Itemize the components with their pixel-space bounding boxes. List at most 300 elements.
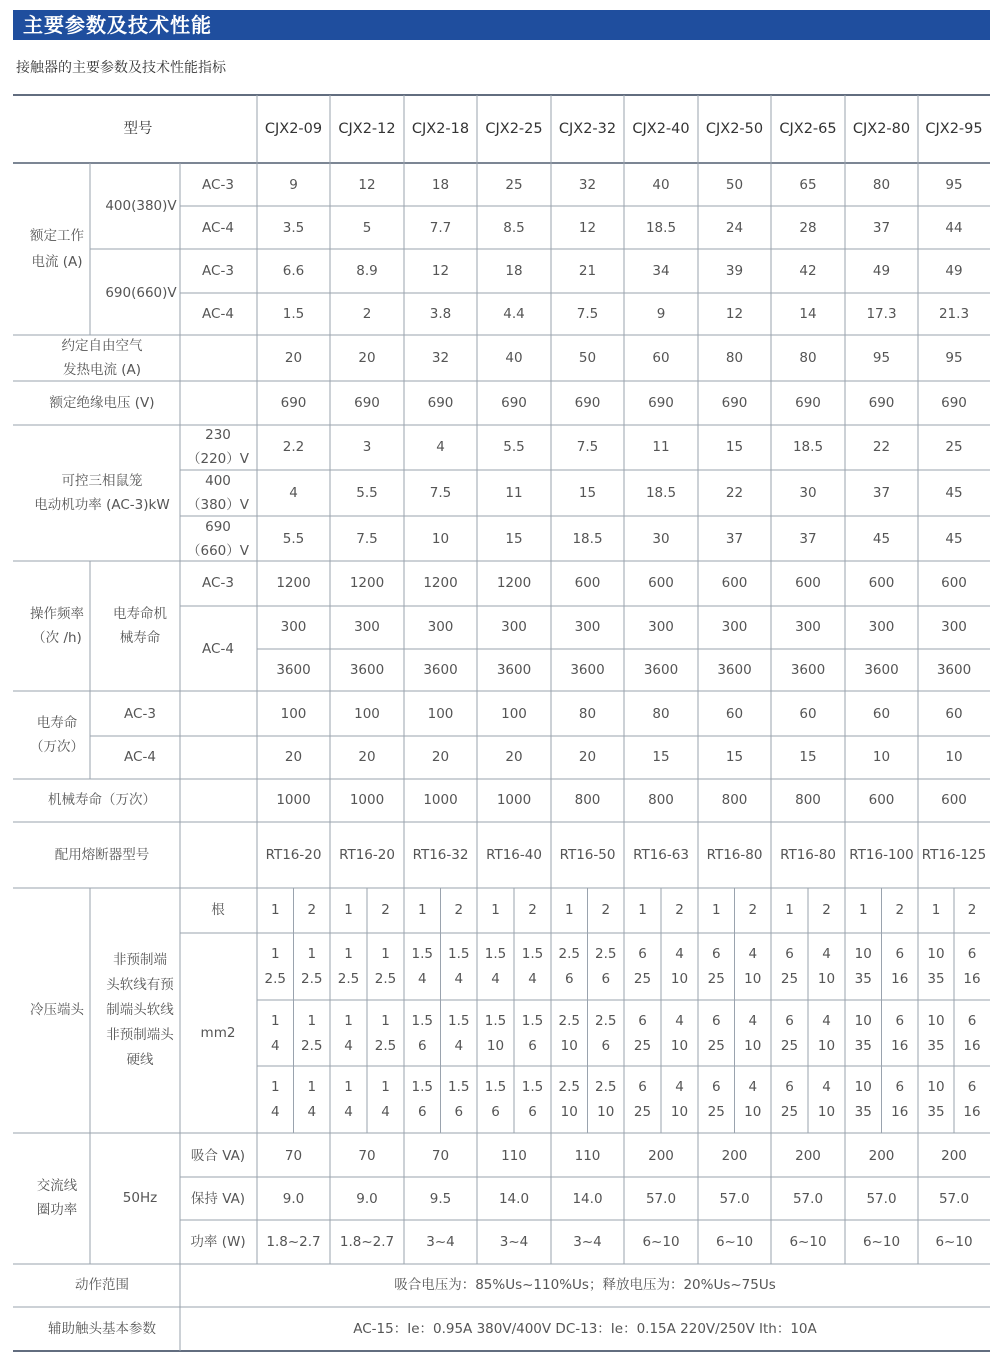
table-cell: 6 — [967, 946, 977, 962]
table-cell: 1 — [270, 1013, 280, 1029]
table-cell: 1 — [785, 902, 794, 918]
table-cell: 40 — [505, 350, 523, 366]
table-cell: RT16-125 — [921, 847, 987, 863]
table-cell: 15 — [725, 439, 744, 455]
voltage-label: 230 — [205, 427, 231, 443]
table-cell: 28 — [799, 220, 817, 236]
table-cell: 2 — [307, 902, 317, 918]
table-cell: 60 — [945, 706, 963, 722]
table-cell: 57.0 — [645, 1191, 677, 1207]
table-cell: 5.5 — [503, 439, 525, 455]
table-cell: 110 — [574, 1148, 601, 1164]
table-cell: 4 — [270, 1038, 280, 1054]
table-cell: RT16-32 — [412, 847, 469, 863]
table-cell: 2 — [822, 902, 831, 918]
table-cell: 80 — [725, 350, 744, 366]
table-cell: 2.5 — [595, 1013, 617, 1029]
table-cell: 14.0 — [498, 1191, 530, 1207]
model-header-cell: CJX2-95 — [925, 121, 983, 137]
table-cell: 6 — [454, 1104, 464, 1120]
table-cell: 25 — [633, 1104, 652, 1120]
table-cell: 34 — [652, 263, 670, 279]
table-cell: 6 — [895, 1079, 905, 1095]
table-cell: 10 — [744, 1038, 762, 1054]
table-cell: 1 — [344, 1079, 353, 1095]
model-header-label: 型号 — [123, 121, 153, 137]
table-cell: 20 — [505, 749, 523, 765]
table-cell: 1 — [931, 902, 941, 918]
table-cell: 300 — [354, 619, 380, 635]
table-cell: 300 — [501, 619, 527, 635]
life-sub-label: 械寿命 — [119, 630, 161, 646]
table-cell: 1.5 — [484, 1013, 507, 1029]
table-cell: 6 — [638, 1013, 647, 1029]
table-cell: 30 — [799, 485, 817, 501]
table-cell: 35 — [927, 1104, 945, 1120]
model-header-cell: CJX2-50 — [705, 121, 764, 137]
table-cell: 70 — [358, 1148, 376, 1164]
table-cell: 4 — [289, 485, 298, 501]
table-cell: 100 — [501, 706, 527, 722]
table-cell: 25 — [707, 1104, 725, 1120]
table-cell: 4 — [822, 946, 831, 962]
table-cell: RT16-20 — [339, 847, 395, 863]
table-cell: 20 — [284, 350, 303, 366]
table-cell: 4 — [454, 1038, 464, 1054]
coil-power-label: 圈功率 — [36, 1202, 78, 1218]
table-cell: 4 — [454, 971, 464, 987]
electrical-life-label: （万次） — [30, 739, 84, 755]
table-cell: 7.5 — [576, 439, 599, 455]
table-cell: 2 — [601, 902, 611, 918]
table-cell: 5 — [362, 220, 372, 236]
table-cell: 35 — [854, 1038, 872, 1054]
category-label: AC-3 — [202, 263, 234, 279]
table-cell: 690 — [354, 395, 380, 411]
action-range-text: 吸合电压为：85%Us~110%Us；释放电压为：20%Us~75Us — [394, 1277, 776, 1293]
table-cell: 10 — [854, 946, 872, 962]
table-cell: 35 — [927, 1038, 945, 1054]
voltage-label: 400(380)V — [105, 198, 177, 214]
table-cell: 300 — [868, 619, 895, 635]
model-header-cell: CJX2-32 — [558, 121, 617, 137]
table-cell: 10 — [670, 1104, 689, 1120]
table-cell: 3~4 — [499, 1234, 529, 1250]
table-cell: 1 — [270, 1079, 280, 1095]
mechanical-life-label: 机械寿命（万次） — [48, 792, 156, 808]
table-cell: 80 — [799, 350, 817, 366]
table-cell: 300 — [795, 619, 821, 635]
table-cell: 32 — [578, 177, 597, 193]
table-cell: 70 — [431, 1148, 450, 1164]
table-cell: 7.7 — [429, 220, 452, 236]
table-cell: 4 — [675, 1079, 684, 1095]
table-cell: 4 — [675, 946, 684, 962]
table-cell: 800 — [795, 792, 821, 808]
table-cell: 3600 — [864, 662, 899, 678]
table-cell: 100 — [427, 706, 454, 722]
table-cell: 6 — [601, 971, 611, 987]
table-cell: 300 — [648, 619, 674, 635]
table-cell: 1 — [344, 902, 353, 918]
table-cell: 1 — [270, 902, 280, 918]
table-cell: 95 — [945, 177, 963, 193]
table-cell: 200 — [941, 1148, 967, 1164]
table-cell: RT16-20 — [265, 847, 322, 863]
table-cell: 2 — [895, 902, 905, 918]
table-cell: 9.5 — [429, 1191, 452, 1207]
table-cell: 690 — [721, 395, 748, 411]
table-cell: 200 — [721, 1148, 748, 1164]
table-cell: 2.5 — [558, 1079, 580, 1095]
table-cell: 6~10 — [862, 1234, 901, 1250]
table-cell: 25 — [707, 1038, 725, 1054]
table-cell: 9.0 — [282, 1191, 305, 1207]
table-cell: 11 — [505, 485, 523, 501]
wire-type-label: 头软线有预 — [106, 977, 174, 993]
table-cell: 10 — [927, 1013, 945, 1029]
table-cell: 24 — [725, 220, 744, 236]
table-cell: 3.5 — [282, 220, 305, 236]
table-cell: 1.5 — [521, 1079, 544, 1095]
life-sub-label: 电寿命机 — [113, 606, 167, 622]
table-cell: 2 — [381, 902, 390, 918]
table-cell: 7.5 — [576, 306, 599, 322]
table-cell: 1.5 — [448, 946, 470, 962]
table-cell: 11 — [652, 439, 670, 455]
table-cell: 20 — [358, 749, 376, 765]
table-cell: 2.5 — [301, 971, 323, 987]
table-cell: 2.5 — [595, 1079, 617, 1095]
table-cell: 10 — [945, 749, 963, 765]
table-cell: 10 — [927, 946, 945, 962]
table-cell: 1 — [491, 902, 500, 918]
table-cell: 15 — [652, 749, 670, 765]
table-cell: 800 — [574, 792, 601, 808]
table-cell: 10 — [670, 1038, 689, 1054]
table-cell: 14 — [799, 306, 817, 322]
category-label: AC-4 — [124, 749, 156, 765]
table-cell: 110 — [501, 1148, 527, 1164]
table-cell: 15 — [799, 749, 817, 765]
table-cell: 25 — [945, 439, 963, 455]
table-cell: 16 — [891, 1104, 909, 1120]
table-cell: 10 — [817, 1038, 836, 1054]
table-cell: 12 — [431, 263, 450, 279]
table-cell: 18.5 — [792, 439, 824, 455]
table-cell: 6 — [785, 1013, 794, 1029]
table-cell: 6 — [417, 1104, 427, 1120]
table-cell: 3600 — [936, 662, 972, 678]
table-cell: 2.2 — [282, 439, 305, 455]
table-cell: 37 — [872, 220, 891, 236]
table-cell: 6 — [601, 1038, 611, 1054]
table-cell: 600 — [574, 575, 601, 591]
table-cell: 16 — [963, 1038, 981, 1054]
table-cell: 10 — [854, 1079, 872, 1095]
table-cell: 32 — [431, 350, 450, 366]
table-cell: 690 — [795, 395, 821, 411]
coil-row-label: 功率 (W) — [190, 1234, 246, 1250]
table-cell: 42 — [799, 263, 817, 279]
table-cell: 6 — [895, 946, 905, 962]
model-header-cell: CJX2-25 — [485, 121, 543, 137]
table-cell: 14.0 — [572, 1191, 603, 1207]
table-cell: 70 — [284, 1148, 303, 1164]
table-cell: 600 — [868, 792, 895, 808]
table-cell: 10 — [817, 971, 836, 987]
table-cell: 600 — [721, 575, 748, 591]
table-cell: 6 — [895, 1013, 905, 1029]
insulation-voltage-label: 额定绝缘电压 (V) — [49, 395, 155, 411]
table-cell: 10 — [486, 1038, 505, 1054]
frequency-label: 50Hz — [122, 1190, 158, 1206]
table-cell: 4 — [436, 439, 445, 455]
coil-row-label: 吸合 VA) — [190, 1148, 246, 1164]
table-cell: 15 — [505, 531, 523, 547]
table-cell: 2.5 — [264, 971, 286, 987]
table-cell: 1 — [564, 902, 574, 918]
table-cell: 45 — [945, 485, 963, 501]
table-cell: 57.0 — [938, 1191, 970, 1207]
table-cell: 800 — [721, 792, 748, 808]
table-cell: 6 — [967, 1013, 977, 1029]
table-cell: 300 — [280, 619, 307, 635]
table-cell: 1 — [711, 902, 721, 918]
table-cell: 1.5 — [282, 306, 305, 322]
table-cell: 3~4 — [573, 1234, 602, 1250]
model-header-cell: CJX2-09 — [264, 121, 323, 137]
table-cell: 1 — [858, 902, 868, 918]
table-cell: 1 — [344, 946, 353, 962]
category-label: AC-3 — [202, 575, 234, 591]
table-cell: 25 — [505, 177, 523, 193]
motor-power-label: 电动机功率 (AC-3)kW — [34, 497, 170, 513]
table-cell: 16 — [891, 971, 909, 987]
table-cell: 4 — [381, 1104, 390, 1120]
table-cell: 25 — [633, 971, 652, 987]
table-cell: 1 — [381, 1013, 390, 1029]
voltage-label: （220）V — [186, 451, 250, 467]
table-cell: 690 — [868, 395, 895, 411]
op-frequency-label: 操作频率 — [30, 606, 84, 622]
rated-current-label: 电流 (A) — [31, 254, 83, 270]
table-cell: 18 — [505, 263, 523, 279]
table-cell: 4 — [491, 971, 500, 987]
fuse-model-label: 配用熔断器型号 — [54, 847, 150, 863]
table-cell: 1.5 — [521, 1013, 544, 1029]
model-header-cell: CJX2-12 — [338, 121, 396, 137]
table-cell: 4 — [528, 971, 537, 987]
table-cell: 3 — [362, 439, 372, 455]
table-cell: 60 — [799, 706, 817, 722]
table-cell: 2.5 — [374, 1038, 397, 1054]
wire-type-label: 非预制端 — [113, 952, 167, 968]
table-cell: 6 — [491, 1104, 500, 1120]
table-cell: 4 — [307, 1104, 317, 1120]
table-cell: 6~10 — [935, 1234, 973, 1250]
table-cell: RT16-63 — [633, 847, 689, 863]
table-cell: 2.5 — [558, 1013, 580, 1029]
aux-contact-label: 辅助触头基本参数 — [48, 1321, 156, 1337]
table-cell: 2.5 — [301, 1038, 323, 1054]
table-cell: 100 — [354, 706, 380, 722]
table-cell: RT16-100 — [849, 847, 914, 863]
table-cell: 2.5 — [595, 946, 617, 962]
table-cell: 1.5 — [484, 946, 507, 962]
table-cell: 2 — [528, 902, 537, 918]
table-cell: 10 — [431, 531, 450, 547]
table-cell: 95 — [945, 350, 963, 366]
action-range-label: 动作范围 — [75, 1277, 129, 1293]
table-cell: 300 — [941, 619, 967, 635]
count-label: 根 — [211, 902, 225, 918]
table-cell: 600 — [648, 575, 674, 591]
table-cell: 2 — [454, 902, 464, 918]
table-cell: 10 — [744, 1104, 762, 1120]
table-cell: 5.5 — [356, 485, 378, 501]
table-cell: 25 — [780, 1104, 799, 1120]
table-cell: 39 — [725, 263, 744, 279]
table-cell: 300 — [427, 619, 454, 635]
table-cell: 49 — [872, 263, 891, 279]
table-cell: 300 — [721, 619, 748, 635]
aux-contact-text: AC-15：Ie：0.95A 380V/400V DC-13：Ie：0.15A 220V/250V Ith：10A — [353, 1321, 817, 1337]
table-cell: 200 — [795, 1148, 821, 1164]
table-cell: 4 — [748, 946, 758, 962]
table-cell: 1000 — [496, 792, 532, 808]
table-cell: 15 — [725, 749, 744, 765]
section-title: 主要参数及技术性能 — [23, 13, 212, 37]
voltage-label: 690(660)V — [105, 285, 177, 301]
table-cell: 200 — [648, 1148, 674, 1164]
table-cell: 15 — [578, 485, 597, 501]
table-cell: 7.5 — [429, 485, 452, 501]
wire-type-label: 制端头软线 — [106, 1002, 174, 1018]
table-cell: 1 — [307, 946, 317, 962]
table-cell: 20 — [358, 350, 376, 366]
table-cell: 1.8~2.7 — [266, 1234, 321, 1250]
category-label: AC-4 — [202, 641, 234, 657]
model-header-cell: CJX2-80 — [852, 121, 911, 137]
table-cell: 3600 — [349, 662, 385, 678]
table-cell: 21.3 — [938, 306, 970, 322]
table-cell: 18.5 — [572, 531, 603, 547]
table-cell: 10 — [597, 1104, 615, 1120]
table-cell: 7.5 — [356, 531, 378, 547]
model-header-cell: CJX2-65 — [779, 121, 837, 137]
table-cell: 6 — [528, 1038, 537, 1054]
table-cell: 2.5 — [374, 971, 397, 987]
table-cell: 1.8~2.7 — [339, 1234, 395, 1250]
table-cell: 6 — [564, 971, 574, 987]
table-cell: 1000 — [349, 792, 385, 808]
table-cell: 3~4 — [426, 1234, 455, 1250]
table-cell: 600 — [941, 792, 967, 808]
table-cell: 2.5 — [337, 971, 360, 987]
table-cell: 2 — [748, 902, 758, 918]
table-subtitle: 接触器的主要参数及技术性能指标 — [16, 60, 226, 76]
table-cell: 1.5 — [484, 1079, 507, 1095]
table-cell: 4 — [748, 1013, 758, 1029]
table-cell: 37 — [799, 531, 817, 547]
voltage-label: （660）V — [186, 543, 250, 559]
table-cell: 6~10 — [789, 1234, 827, 1250]
table-cell: 1 — [381, 946, 390, 962]
table-cell: 80 — [578, 706, 597, 722]
table-cell: 6 — [711, 1013, 721, 1029]
category-label: AC-4 — [202, 220, 234, 236]
table-cell: 20 — [578, 749, 597, 765]
table-cell: 6.6 — [282, 263, 305, 279]
table-cell: 1.5 — [521, 946, 544, 962]
table-cell: RT16-80 — [780, 847, 836, 863]
table-cell: 2 — [967, 902, 977, 918]
table-cell: 45 — [872, 531, 891, 547]
voltage-label: 400 — [205, 473, 231, 489]
table-cell: 37 — [872, 485, 891, 501]
table-cell: 1 — [344, 1013, 353, 1029]
table-cell: 3600 — [423, 662, 458, 678]
table-cell: 4 — [344, 1104, 353, 1120]
table-cell: 600 — [941, 575, 967, 591]
table-cell: 60 — [652, 350, 670, 366]
table-cell: 16 — [891, 1038, 909, 1054]
table-cell: 1 — [270, 946, 280, 962]
table-cell: 25 — [780, 1038, 799, 1054]
section-area-label: mm2 — [200, 1025, 236, 1041]
table-cell: 35 — [927, 971, 945, 987]
thermal-current-label: 发热电流 (A) — [62, 362, 142, 378]
thermal-current-label: 约定自由空气 — [61, 338, 143, 354]
table-cell: 8.9 — [356, 263, 378, 279]
table-cell: 3600 — [643, 662, 679, 678]
table-cell: 20 — [284, 749, 303, 765]
crimp-terminal-label: 冷压端头 — [30, 1002, 84, 1018]
table-cell: 35 — [854, 971, 872, 987]
table-cell: 10 — [744, 971, 762, 987]
electrical-life-label: 电寿命 — [36, 715, 78, 731]
table-cell: 12 — [725, 306, 744, 322]
table-cell: 100 — [280, 706, 307, 722]
table-cell: 1 — [307, 1079, 317, 1095]
table-cell: 1.5 — [411, 1079, 433, 1095]
table-cell: 10 — [854, 1013, 872, 1029]
model-header-cell: CJX2-40 — [632, 121, 690, 137]
table-cell: 18 — [431, 177, 450, 193]
table-cell: 1000 — [423, 792, 458, 808]
table-cell: 3600 — [276, 662, 311, 678]
table-cell: 600 — [868, 575, 895, 591]
table-cell: 1 — [381, 1079, 390, 1095]
table-cell: 8.5 — [503, 220, 525, 236]
table-cell: 1200 — [276, 575, 311, 591]
table-cell: 6 — [638, 1079, 647, 1095]
table-cell: 9 — [289, 177, 298, 193]
table-cell: 1 — [307, 1013, 317, 1029]
table-cell: 18.5 — [645, 485, 677, 501]
table-cell: 22 — [725, 485, 744, 501]
table-cell: 4 — [417, 971, 427, 987]
table-cell: 6~10 — [642, 1234, 680, 1250]
table-cell: 3600 — [790, 662, 826, 678]
table-cell: 1 — [638, 902, 647, 918]
table-cell: 65 — [799, 177, 817, 193]
table-cell: 80 — [872, 177, 891, 193]
table-cell: 20 — [431, 749, 450, 765]
table-cell: 690 — [941, 395, 967, 411]
table-cell: 300 — [574, 619, 601, 635]
